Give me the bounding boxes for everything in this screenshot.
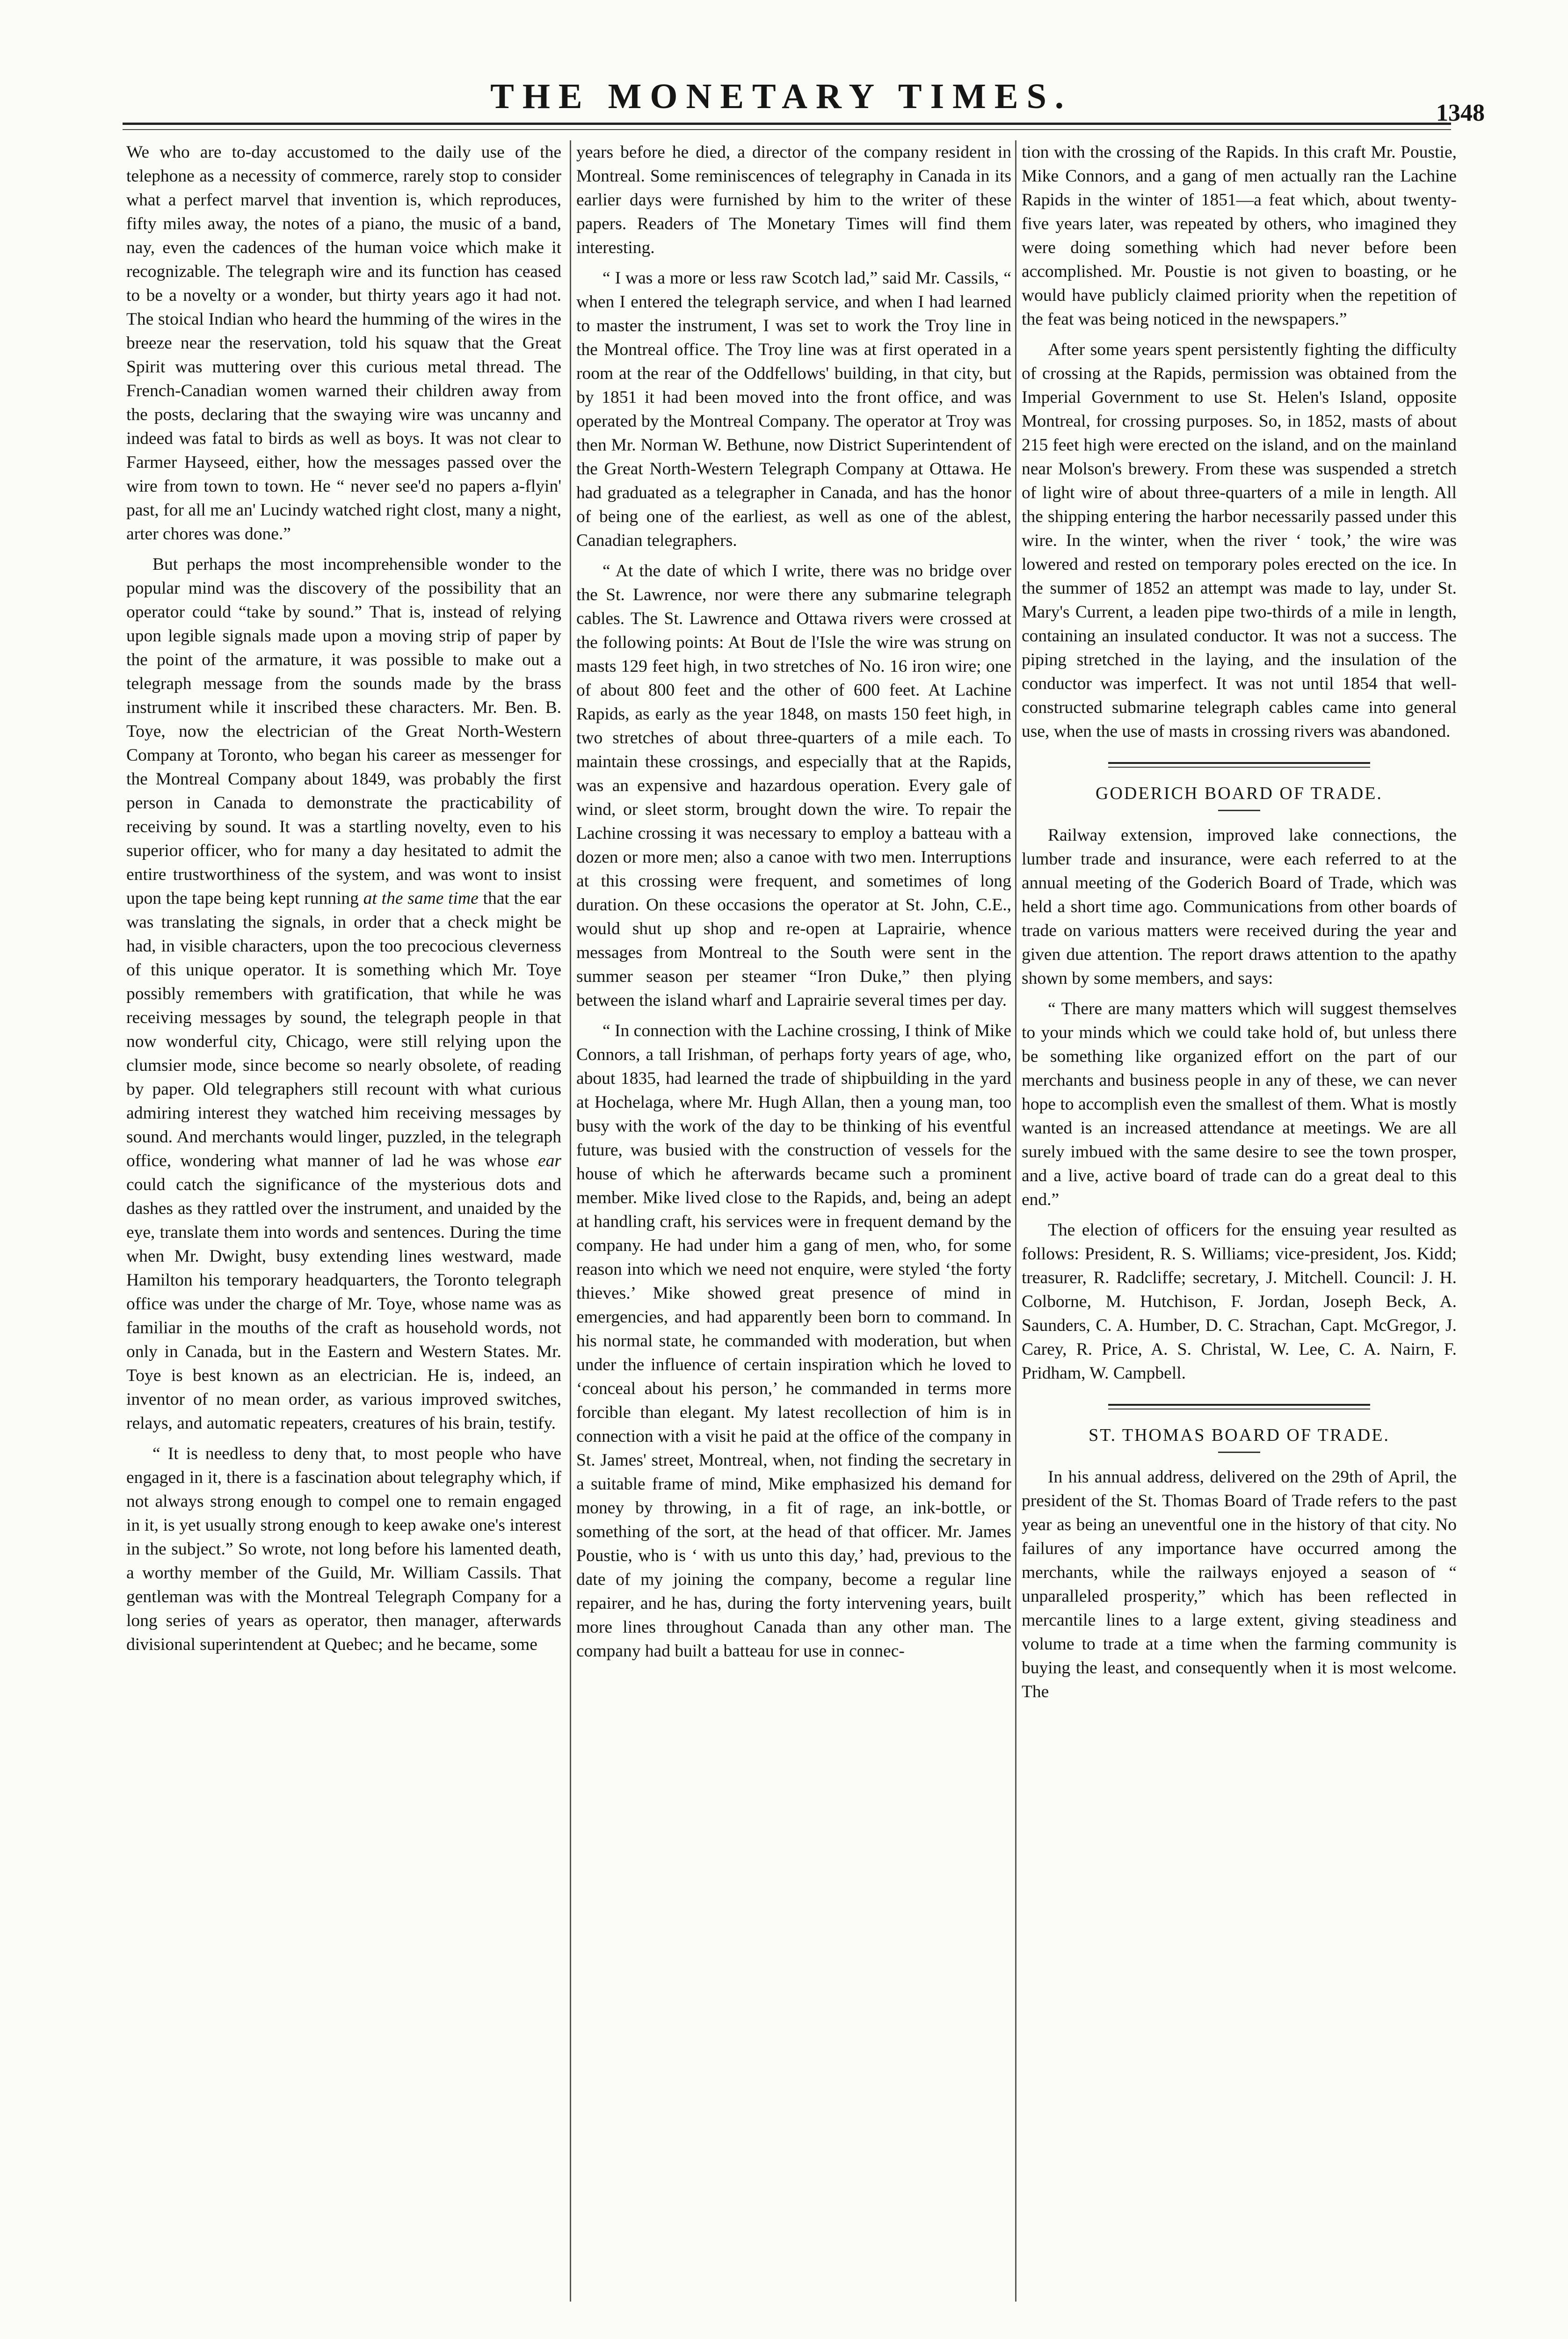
column-divider-2 [1015,140,1016,2302]
text-run: could catch the significance of the mysterious dots and dashes as they rattled over the instrument, and unaided by the eye, translate them into words and sentences. During the time when Mr. Dwight, busy extending lines westward, made Hamilton his temporary headquarters, the Toronto telegraph office was under the charge of Mr. Toye, whose name was as familiar in the mouths of the craft as household words, not only in Canada, but in the Eastern and Western States. Mr. Toye is best known as an electrician. He is, indeed, an inventor of no mean order, as various improved switches, relays, and automatic repeaters, creatures of his brain, testify. [126,1175,561,1433]
page-number: 1348 [1436,100,1485,126]
header-rule [123,123,1451,125]
paragraph: “ There are many matters which will suggest themselves to your minds which we could take hold of, but unless there be something like organized effort on the part of our merchants and business people in any of these, we can never hope to accomplish even the smallest of them. What is mostly wanted is an increased attendance at meetings. We are all surely imbued with the same desire to see the town prosper, and a live, active board of trade can do a great deal to this end.” [1022,999,1457,1209]
italic-text: ear [538,1151,561,1170]
column-3 [1022,140,1457,2311]
paragraph: Railway extension, improved lake connections, the lumber trade and insurance, were each referred to at the annual meeting of the Goderich Board of Trade, which was held a short time ago. Communications from other boards of trade on various matters were received during the year and given due attention. The report draws attention to the apathy shown by some members, and says: [1022,826,1457,988]
header-rule-thin [123,129,1451,130]
italic-text: at the same time [363,889,479,908]
paragraph: “ At the date of which I write, there was no bridge over the St. Lawrence, nor were there any submarine telegraph cables. The St. Lawrence and Ottawa rivers were crossed at the following points: At Bout de l'Isle the wire was strung on masts 129 feet high, in two stretches of No. 16 iron wire; one of about 800 feet and the other of 600 feet. At Lachine Rapids, as early as the year 1848, on masts 150 feet high, in two stretches of about three-quarters of a mile each. To maintain these crossings, and especially that at the Rapids, was an expensive and hazardous operation. Every gale of wind, or sleet storm, brought down the wire. To repair the Lachine crossing it was necessary to employ a batteau with a dozen or more men; also a canoe with two men. Interruptions at this crossing were frequent, and sometimes of long duration. On these occasions the operator at St. John, C.E., would shut up shop and re-open at Laprairie, whence messages from Montreal to the South were sent in the summer season per steamer “Iron Duke,” then plying between the island wharf and Laprairie several times per day. [576,561,1011,1010]
paragraph: “ In connection with the Lachine crossing, I think of Mike Connors, a tall Irishman, of perhaps forty years of age, who, about 1835, had learned the trade of shipbuilding in the yard at Hochelaga, where Mr. Hugh Allan, then a young man, too busy with the work of the day to be thinking of his eventful future, was busied with the construction of vessels for the house of which he afterwards became such a prominent member. Mike lived close to the Rapids, and, being an adept at handling craft, his services were in frequent demand by the company. He had under him a gang of men, who, for some reason into which we need not enquire, were styled ‘the forty thieves.’ Mike showed great presence of mind in emergencies, and had apparently been born to command. In his normal state, he commanded with moderation, but when under the influence of certain inspiration which he loved to ‘conceal about his person,’ he commanded in terms more forcible than elegant. My latest recollection of him is in connection with a visit he paid at the office of the company in St. James' street, Montreal, when, not finding the secretary in a suitable frame of mind, Mike emphasized his demand for money by throwing, in a fit of rage, an ink-bottle, or something of the sort, at the head of that officer. Mr. James Poustie, who is ‘ with us unto this day,’ had, previous to the date of my joining the company, become a regular line repairer, and he has, during the forty intervening years, built more lines throughout Canada than any other man. The company had built a batteau for use in connec- [576,1021,1011,1661]
text-run: that the ear was translating the signals, in order that a check might be had, in visible characters, upon the too precocious cleverness of this unique operator. It is something which Mr. Toye possibly remembers with gratification, that while he was receiving messages by sound, the telegraph people in that now wonderful city, Chicago, were still relying upon the clumsier mode, since become so nearly obsolete, of reading by paper. Old telegraphers still recount with what curious admiring interest they watched him receiving messages by sound. And merchants would linger, puzzled, in the telegraph office, wondering what manner of lad he was whose [126,889,561,1170]
paragraph: “ I was a more or less raw Scotch lad,” said Mr. Cassils, “ when I entered the telegraph service, and when I had learned to master the instrument, I was set to work the Troy line in the Montreal office. The Troy line was at first operated in a room at the rear of the Oddfellows' building, in that city, but by 1851 it had been moved into the front office, and was operated by the Montreal Company. The operator at Troy was then Mr. Norman W. Bethune, now District Superintendent of the Great North-Western Telegraph Company at Ottawa. He had graduated as a telegrapher in Canada, and has the honor of being one of the earliest, as well as one of the ablest, Canadian telegraphers. [576,269,1011,550]
column-divider-1 [570,140,571,2302]
masthead: THE MONETARY TIMES. [490,77,1072,116]
paragraph: We who are to-day accustomed to the daily use of the telephone as a necessity of commerce, rarely stop to consider what a perfect marvel that invention is, which reproduces, fifty miles away, the notes of a piano, the music of a band, nay, even the cadences of the human voice which make it recognizable. The telegraph wire and its function has ceased to be a novelty or a wonder, but thirty years ago it had not. The stoical Indian who heard the humming of the wires in the breeze near the reservation, told his squaw that the Great Spirit was muttering over this curious metal thread. The French-Canadian women warned their children away from the posts, declaring that the swaying wire was uncanny and indeed was fatal to birds as well as boys. It was not clear to Farmer Hayseed, either, how the messages passed over the wire from town to town. He “ never see'd no papers a-flyin' past, for all me an' Lucindy watched right clost, many a night, arter chores was done.” [126,143,561,544]
paragraph: tion with the crossing of the Rapids. In this craft Mr. Poustie, Mike Connors, and a gang of men actually ran the Lachine Rapids in the winter of 1851—a feat which, about twenty-five years later, was repeated by others, who imagined they were doing something which had never before been accomplished. Mr. Poustie is not given to boasting, or he would have publicly claimed priority when the repetition of the feat was being noticed in the newspapers.” [1022,143,1457,329]
column-1 [126,140,561,2311]
paragraph: After some years spent persistently fighting the difficulty of crossing at the Rapids, permission was obtained from the Imperial Government to use St. Helen's Island, opposite Montreal, for crossing purposes. So, in 1852, masts of about 215 feet high were erected on the island, and on the mainland near Molson's brewery. From these was suspended a stretch of light wire of about three-quarters of a mile in length. All the shipping entering the harbor necessarily passed under this wire. In the winter, when the river ‘ took,’ the wire was lowered and rested on temporary poles erected on the ice. In the summer of 1852 an attempt was made to lay, under St. Mary's Current, a leaden pipe two-thirds of a mile in length, containing an insulated conductor. It was not a success. The piping stretched in the laying, and the insulation of the conductor was imperfect. It was not until 1854 that well-constructed submarine telegraph cables came into general use, when the use of masts in crossing rivers was abandoned. [1022,340,1457,741]
section-heading-st-thomas: ST. THOMAS BOARD OF TRADE. [1089,1425,1390,1445]
column-2 [576,140,1011,2311]
section-rule [1022,762,1457,768]
paragraph: “ It is needless to deny that, to most people who have engaged in it, there is a fascination about telegraphy which, if not always strong enough to compel one to remain engaged in it, is yet usually strong enough to keep awake one's interest in the subject.” So wrote, not long before his lamented death, a worthy member of the Guild, Mr. William Cassils. That gentleman was with the Montreal Telegraph Company for a long series of years as operator, then manager, afterwards divisional superintendent at Quebec; and he became, some [126,1444,561,1654]
paragraph [126,552,561,1435]
paragraph: The election of officers for the ensuing year resulted as follows: President, R. S. Williams; vice-president, Jos. Kidd; treasurer, R. Radcliffe; secretary, J. Mitchell. Council: J. H. Colborne, M. Hutchison, F. Jordan, Joseph Beck, A. Saunders, C. A. Humber, D. C. Strachan, Capt. McGregor, J. Carey, R. Price, A. S. Christal, W. Lee, C. A. Nairn, F. Pridham, W. Campbell. [1022,1220,1457,1383]
short-rule [1022,1452,1457,1453]
text-run: But perhaps the most incomprehensible wonder to the popular mind was the discovery of the possibility that an operator could “take by sound.” That is, instead of relying upon legible signals made upon a moving strip of paper by the point of the armature, it was possible to make out a telegraph message from the sounds made by the brass instrument while it inscribed these characters. Mr. Ben. B. Toye, now the electrician of the Great North-Western Company at Toronto, who began his career as messenger for the Montreal Company about 1849, was probably the first person in Canada to demonstrate the practicability of receiving by sound. It was a startling novelty, even to his superior officer, who for many a day hesitated to admit the entire trustworthiness of the system, and was wont to insist upon the tape being kept running [126,555,561,908]
section-heading-goderich: GODERICH BOARD OF TRADE. [1096,784,1383,803]
paragraph: In his annual address, delivered on the 29th of April, the president of the St. Thomas Board of Trade refers to the past year as being an uneventful one in the history of that city. No failures of any importance have occurred among the merchants, while the railways enjoyed a season of “ unparalleled prosperity,” which has been reflected in mercantile lines to a large extent, giving steadiness and volume to trade at a time when the farming community is buying the least, and consequently when it is most welcome. The [1022,1467,1457,1701]
section-rule [1022,1404,1457,1409]
short-rule [1022,810,1457,811]
paragraph: years before he died, a director of the company resident in Montreal. Some reminiscences of telegraphy in Canada in its earlier days were furnished by him to the writer of these papers. Readers of The Monetary Times will find them interesting. [576,143,1011,257]
